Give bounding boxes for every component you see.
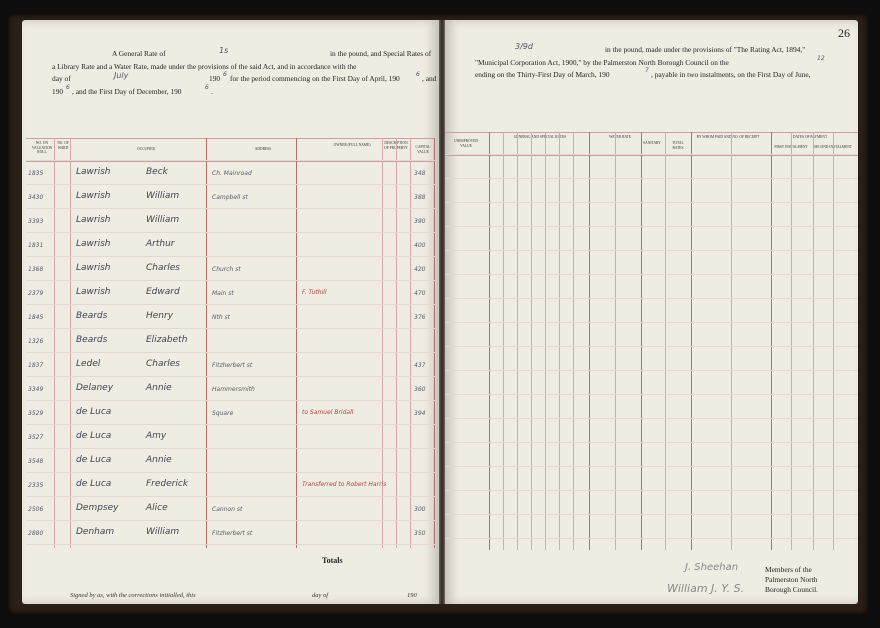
col-description: DESCRIPTION OF PROPERTY (384, 141, 408, 150)
capital-value: 470 (414, 290, 426, 297)
row-rule (26, 496, 435, 497)
row-rule (26, 256, 435, 257)
special-rates-label: in the pound, and Special Rates of (330, 49, 432, 58)
row-rule (445, 226, 858, 227)
col-general-rates: GENERAL AND SPECIAL RATES (513, 135, 567, 139)
row-rule (26, 328, 435, 329)
members-line-1: Members of the (765, 565, 812, 574)
signature-2: William J. Y. S. (667, 582, 745, 595)
row-rule (26, 184, 435, 185)
page-number: 26 (838, 26, 850, 40)
occupier-first-name: Henry (146, 311, 174, 321)
row-rule (445, 298, 858, 299)
occupier-surname: Delaney (76, 383, 114, 393)
col-total-rates: TOTAL RATES (672, 141, 684, 150)
capital-value: 348 (414, 170, 426, 177)
col-capital-value: CAPITAL VALUE (415, 145, 431, 154)
rate-description: a Library Rate and a Water Rate, made under the provisions of the said Act, and in accordance with the (52, 61, 357, 71)
occupier-first-name: Frederick (146, 479, 189, 489)
members-line-2: Palmerston North (765, 575, 818, 584)
col-occupier: OCCUPIER (137, 147, 155, 151)
occupier-surname: de Luca (76, 431, 112, 441)
occupier-address: Fitzherbert st (212, 362, 253, 369)
row-rule (445, 442, 858, 443)
row-rule (26, 448, 435, 449)
row-rule (445, 154, 858, 155)
occupier-address: Ch. Mainroad (212, 170, 252, 177)
row-rule (26, 472, 435, 473)
occupier-address: Nth st (212, 314, 231, 321)
row-rule (26, 280, 435, 281)
row-rule (445, 250, 858, 251)
roll-number: 1831 (28, 242, 44, 249)
occupier-surname: de Luca (76, 455, 112, 465)
owner-name: to Samuel Bridall (302, 409, 354, 416)
row-rule (445, 466, 858, 467)
right-page (445, 20, 858, 604)
year-label-2: 190 (52, 86, 64, 96)
occupier-address: Square (212, 410, 234, 417)
col-first-instalment: FIRST INSTALMENT (774, 145, 808, 149)
owner-name: F. Tuthill (302, 289, 327, 296)
roll-number: 2506 (28, 506, 44, 513)
roll-number: 1845 (28, 314, 44, 321)
roll-number: 3430 (28, 194, 44, 201)
rate-label: A General Rate of (112, 49, 166, 58)
signed-by-text: Signed by us, with the corrections initialled, this (70, 592, 196, 599)
right-header (465, 44, 850, 82)
occupier-address: Church st (212, 266, 241, 273)
occupier-first-name: Charles (146, 359, 180, 369)
members-caption (765, 565, 818, 595)
right-column-headers (445, 132, 858, 156)
instalment-text: , payable in two instalments, on the First Day of June, (651, 70, 811, 79)
right-ledger-table (445, 132, 858, 550)
capital-value: 388 (414, 194, 426, 201)
council-date-value: 12 (817, 54, 825, 62)
col-address: ADDRESS (254, 147, 272, 151)
occupier-surname: Lawrish (76, 167, 111, 177)
roll-number: 3349 (28, 386, 44, 393)
row-rule (26, 400, 435, 401)
col-paid-by: BY WHOM PAID AND NO. OF RECEIPT (696, 135, 760, 139)
col-water-rate: WATER RATE (609, 135, 631, 139)
ending-text: ending on the Thirty-First Day of March, 190 (475, 70, 610, 79)
row-rule (26, 304, 435, 305)
left-column-headers (26, 138, 435, 162)
members-line-3: Borough Council. (765, 585, 818, 594)
occupier-first-name: Edward (146, 287, 180, 297)
occupier-surname: Lawrish (76, 191, 111, 201)
occupier-first-name: Elizabeth (146, 335, 188, 345)
occupier-address: Cannon st (212, 506, 243, 513)
row-rule (26, 424, 435, 425)
occupier-first-name: Arthur (146, 239, 175, 249)
totals-label: Totals (322, 556, 343, 565)
owner-name: Transferred to Robert Harris (302, 481, 387, 488)
left-rows (26, 160, 435, 548)
row-rule (445, 490, 858, 491)
col-unimproved-value: UNIMPROVED VALUE (454, 139, 478, 148)
capital-value: 400 (414, 242, 426, 249)
capital-value: 394 (414, 410, 426, 417)
col-owner: OWNER (FULL NAME) (333, 143, 371, 147)
row-rule (445, 394, 858, 395)
occupier-address: Main st (212, 290, 234, 297)
corporation-act-text: "Municipal Corporation Act, 1900," by the Palmerston North Borough Council on the (475, 57, 729, 67)
left-ledger-table (26, 138, 435, 548)
occupier-first-name: Annie (146, 383, 172, 393)
ledger-book (8, 14, 868, 614)
capital-value: 437 (414, 362, 426, 369)
row-rule (445, 370, 858, 371)
row-rule (445, 178, 858, 179)
occupier-surname: Lawrish (76, 215, 111, 225)
capital-value: 350 (414, 530, 426, 537)
row-rule (445, 514, 858, 515)
occupier-surname: Denham (76, 527, 115, 537)
row-rule (26, 352, 435, 353)
row-rule (26, 376, 435, 377)
roll-number: 2880 (28, 530, 44, 537)
occupier-first-name: Annie (146, 455, 172, 465)
occupier-surname: Beards (76, 311, 108, 321)
occupier-address: Campbell st (212, 194, 248, 201)
special-rate-value: 3/9d (515, 42, 533, 51)
roll-number: 3548 (28, 458, 44, 465)
left-page (22, 20, 439, 604)
occupier-surname: Beards (76, 335, 108, 345)
right-rows (445, 154, 858, 550)
day-label: day of (52, 74, 71, 83)
occupier-first-name: Alice (146, 503, 168, 513)
row-rule (445, 346, 858, 347)
col-second-instalment: SECOND INSTALMENT (814, 145, 852, 149)
year-value-2: 6 (66, 83, 70, 91)
row-rule (445, 202, 858, 203)
ending-year-value: 7 (645, 67, 649, 74)
capital-value: 420 (414, 266, 426, 273)
day-of-text: day of (312, 592, 329, 599)
year-value: 6 (223, 71, 227, 78)
col-sanitary: SANITARY (643, 141, 661, 145)
occupier-surname: de Luca (76, 479, 112, 489)
occupier-first-name: Beck (146, 167, 168, 177)
rating-act-text: in the pound, made under the provisions of "The Rating Act, 1894," (605, 45, 806, 54)
capital-value: 360 (414, 386, 426, 393)
occupier-first-name: William (146, 215, 180, 225)
roll-number: 1368 (28, 266, 44, 273)
occupier-surname: Dempsey (76, 503, 119, 513)
occupier-address: Fitzherbert st (212, 530, 253, 537)
roll-number: 3527 (28, 434, 44, 441)
occupier-address: Hammersmith (212, 386, 255, 393)
occupier-first-name: Amy (146, 431, 167, 441)
left-header (44, 46, 437, 98)
capital-value: 390 (414, 218, 426, 225)
roll-number: 3529 (28, 410, 44, 417)
occupier-first-name: William (146, 191, 180, 201)
month-value: July (114, 71, 129, 80)
row-rule (445, 538, 858, 539)
december-label: , and the First Day of December, 190 (72, 86, 182, 96)
signature-area (655, 560, 780, 604)
occupier-surname: Ledel (76, 359, 101, 369)
row-rule (445, 322, 858, 323)
period-and: , and (422, 74, 437, 83)
occupier-surname: Lawrish (76, 239, 111, 249)
occupier-first-name: Charles (146, 263, 180, 273)
capital-value: 376 (414, 314, 426, 321)
roll-number: 1326 (28, 338, 44, 345)
roll-number: 3393 (28, 218, 44, 225)
period-label: for the period commencing on the First Day of April, 190 (230, 74, 400, 83)
row-rule (26, 208, 435, 209)
occupier-surname: Lawrish (76, 287, 111, 297)
rate-value: 1s (219, 46, 229, 55)
occupier-surname: Lawrish (76, 263, 111, 273)
year-label: 190 (209, 74, 221, 83)
col-ward: NO. OF WARD (57, 141, 69, 150)
period-year-value: 6 (416, 71, 420, 78)
col-dates-of-payment: DATES OF PAYMENT (792, 135, 828, 139)
roll-number: 1835 (28, 170, 44, 177)
occupier-surname: de Luca (76, 407, 112, 417)
roll-number: 1837 (28, 362, 44, 369)
row-rule (26, 520, 435, 521)
capital-value: 300 (414, 506, 426, 513)
roll-number: 2335 (28, 482, 44, 489)
year-text: 190 (407, 592, 417, 599)
signature-1: J. Sheehan (685, 562, 739, 573)
row-rule (26, 232, 435, 233)
row-rule (26, 544, 435, 545)
row-rule (445, 274, 858, 275)
row-rule (26, 160, 435, 161)
row-rule (445, 418, 858, 419)
roll-number: 2379 (28, 290, 44, 297)
december-year-value: 6 (205, 83, 209, 91)
col-roll-number: NO. ON VALUATION ROLL (31, 141, 53, 154)
occupier-first-name: William (146, 527, 180, 537)
december-period: . (211, 86, 213, 96)
